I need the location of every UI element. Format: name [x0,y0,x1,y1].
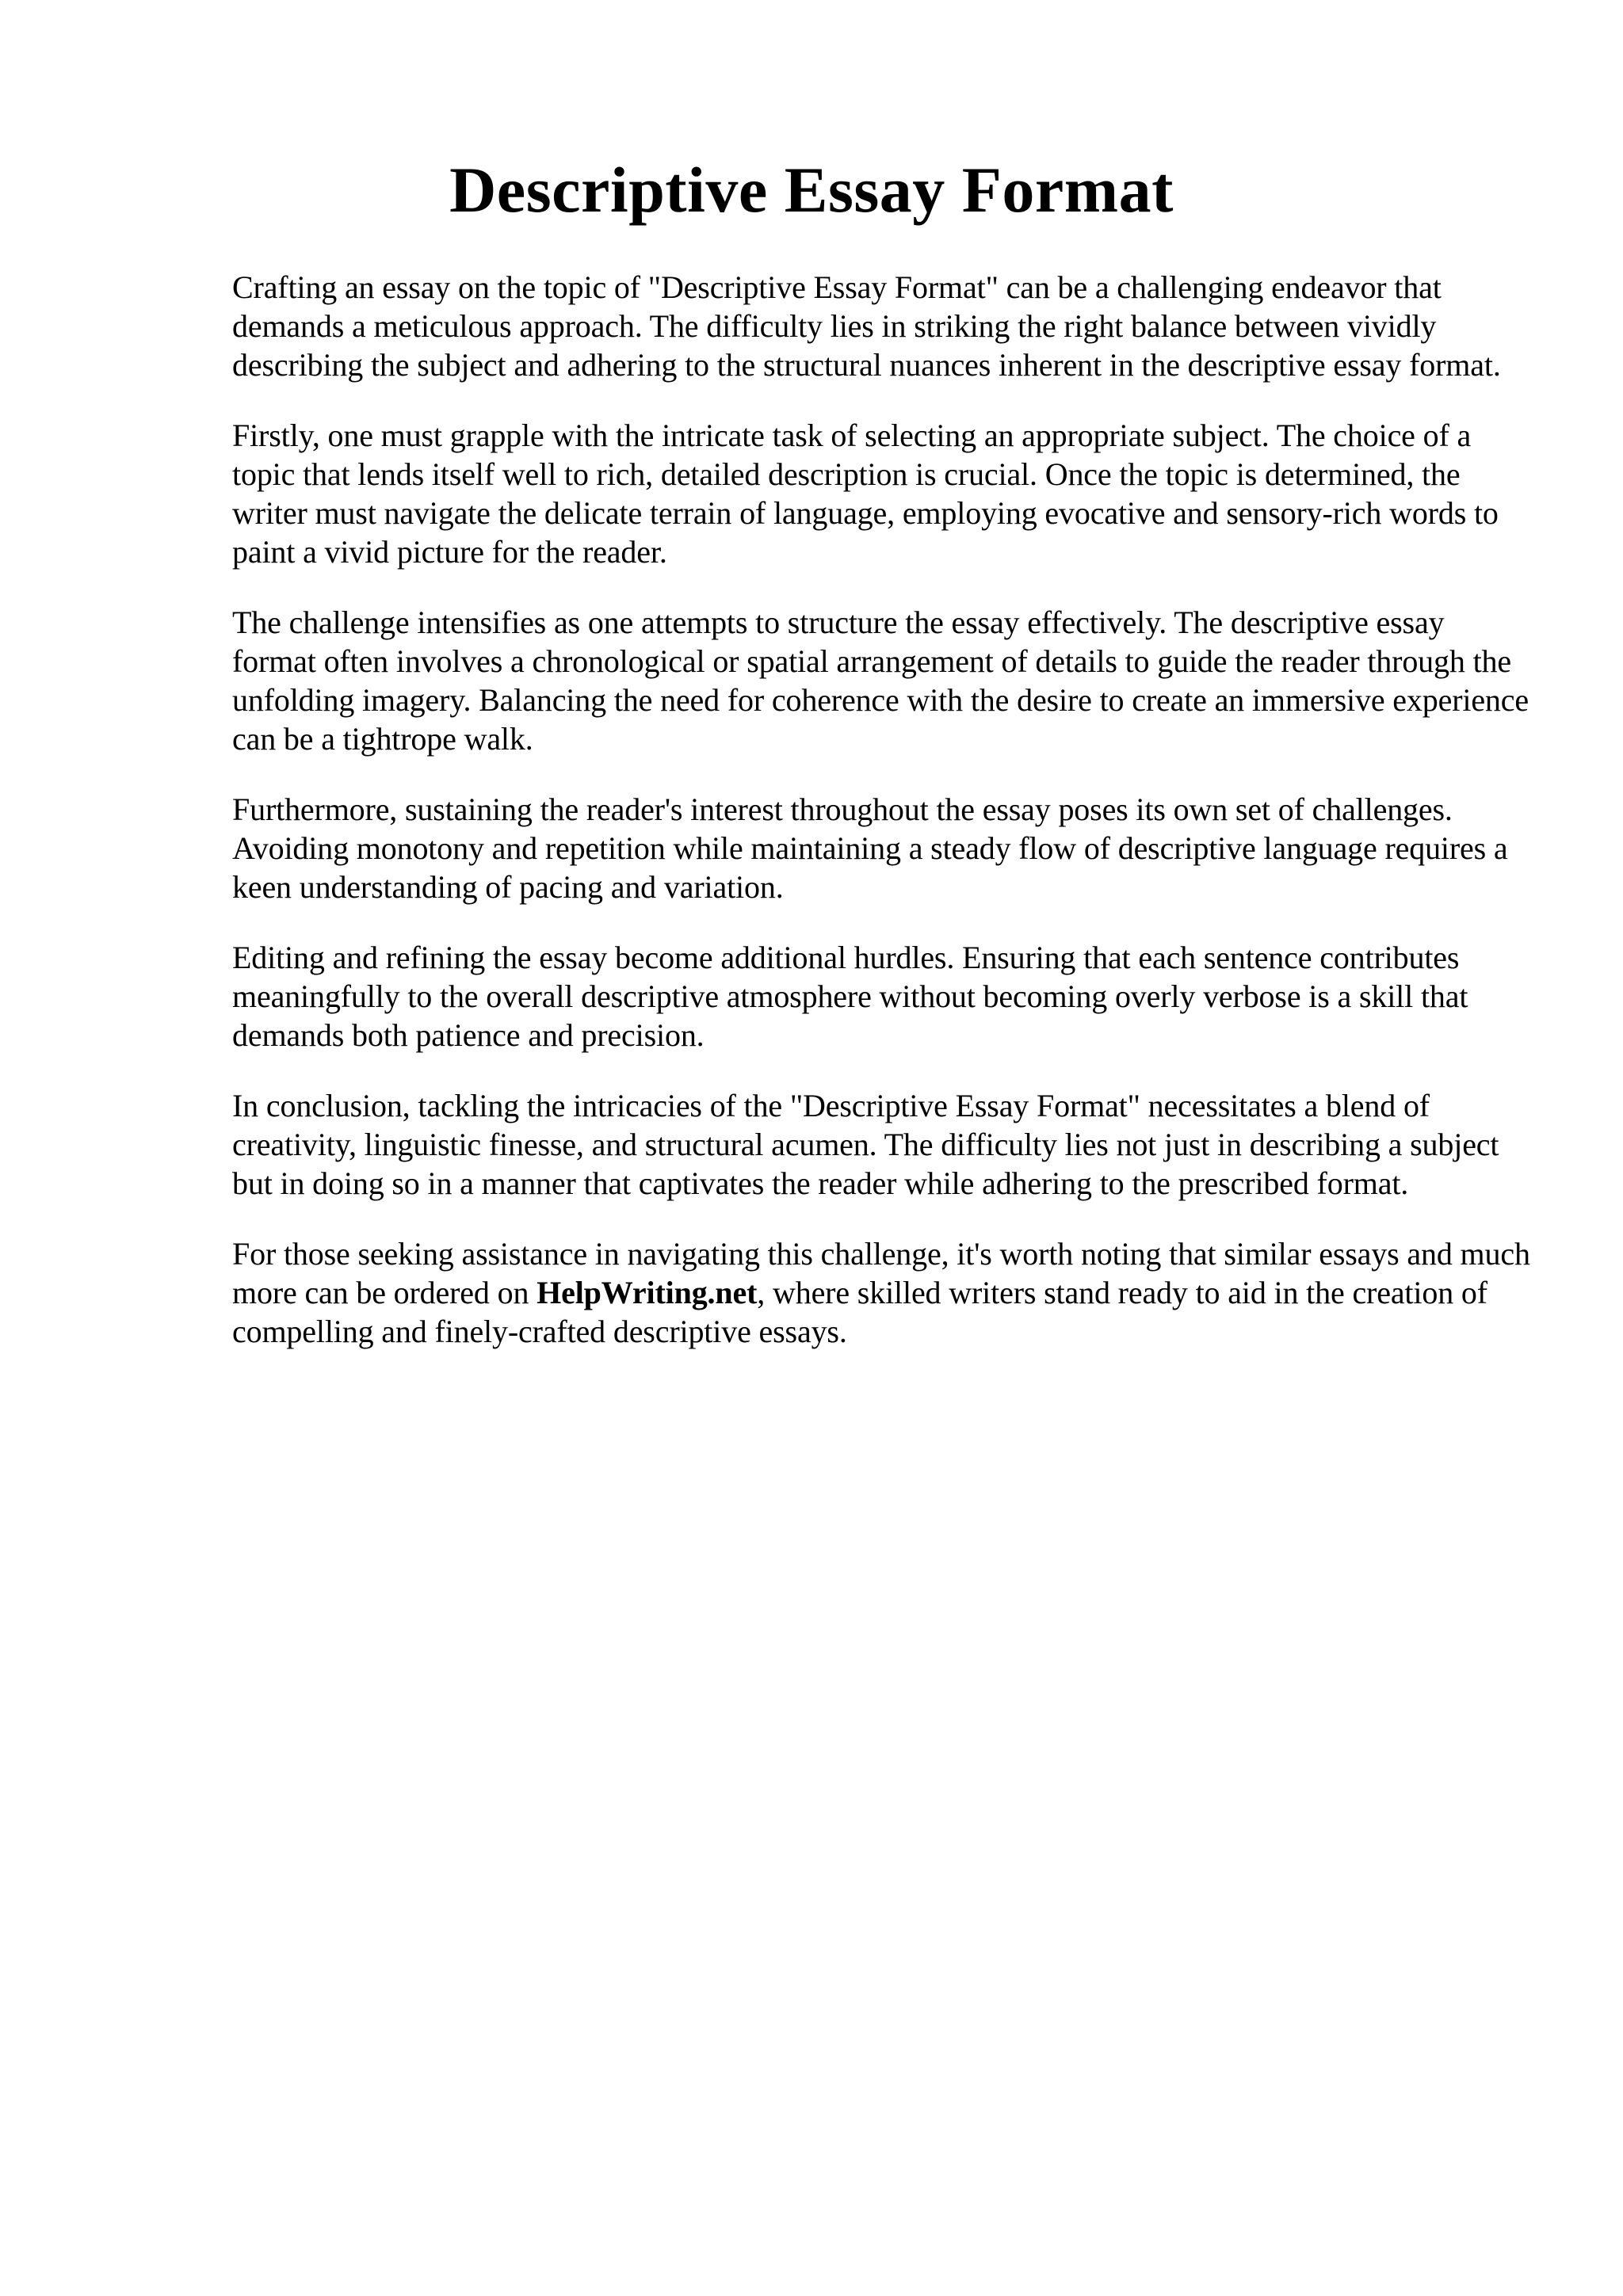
paragraph-4: Furthermore, sustaining the reader's interest throughout the essay poses its own set of challenges. Avoiding monotony and repetition while maintaining a steady flow of descriptive language requires a keen understanding of pacing and variation. [232,791,1508,905]
helpwriting-link-text: HelpWriting.net [537,1275,758,1310]
paragraph-6: In conclusion, tackling the intricacies of the "Descriptive Essay Format" necessitates a blend of creativity, linguistic finesse, and structural acumen. The difficulty lies not just in describing a subject but in doing so in a manner that captivates the reader while adhering to the prescribed format. [232,1088,1499,1201]
paragraph-3: The challenge intensifies as one attempts to structure the essay effectively. The descriptive essay format often involves a chronological or spatial arrangement of details to guide the reader through the unfolding imagery. Balancing the need for coherence with the desire to create an immersive experience can be a tightrope walk. [232,605,1529,757]
document-title: Descriptive Essay Format [449,154,1174,226]
paragraph-1: Crafting an essay on the topic of "Descriptive Essay Format" can be a challenging endeavor that demands a meticulous approach. The difficulty lies in striking the right balance between vividly describing the subject and adhering to the structural nuances inherent in the descriptive essay format. [232,269,1501,383]
closing-paragraph [232,1234,1532,1351]
closing-text-after-link: , where skilled writers stand ready to aid in the creation of compelling and finely-crafted descriptive essays. [232,1275,1487,1349]
paragraph-2: Firstly, one must grapple with the intricate task of selecting an appropriate subject. The choice of a topic that lends itself well to rich, detailed description is crucial. Once the topic is determined, the writer must navigate the delicate terrain of language, employing evocative and sensory-rich words to paint a vivid picture for the reader. [232,418,1499,570]
closing-text-before-link: For those seeking assistance in navigating this challenge, it's worth noting that similar essays and much more can be ordered on [232,1236,1530,1310]
paragraph-5: Editing and refining the essay become additional hurdles. Ensuring that each sentence contributes meaningfully to the overall descriptive atmosphere without becoming overly verbose is a skill that demands both patience and precision. [232,940,1468,1053]
document-body [232,268,1532,1383]
